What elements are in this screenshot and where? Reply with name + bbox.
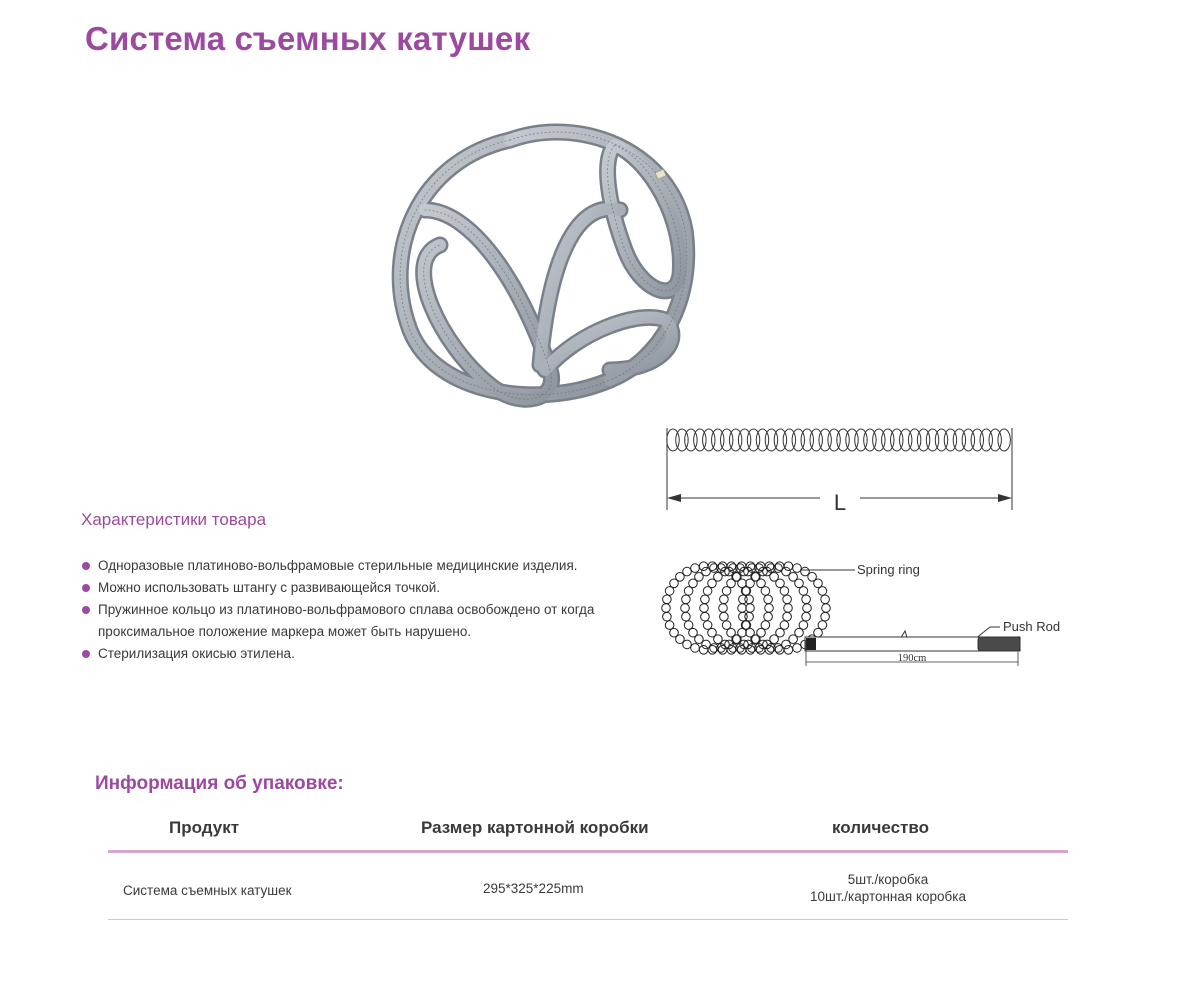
- spring-ring-turn: [720, 612, 729, 621]
- feature-item: Можно использовать штангу с развивающейся точкой.: [81, 577, 641, 599]
- bullet-icon: [82, 562, 90, 570]
- spring-ring-turn: [683, 567, 692, 576]
- spring-ring-turn: [701, 595, 710, 604]
- packaging-table: [108, 810, 1068, 920]
- spring-ring-turn: [737, 562, 746, 571]
- spring-ring-turn: [682, 595, 691, 604]
- packaging-heading: Информация об упаковке:: [95, 773, 344, 794]
- rod-length-label: 190cm: [897, 653, 927, 664]
- spring-ring-turn: [703, 621, 712, 630]
- spring-ring-turn: [822, 604, 831, 613]
- spring-ring-turn: [701, 612, 710, 621]
- spring-ring-turn: [783, 595, 792, 604]
- spring-ring-turn: [682, 612, 691, 621]
- spring-ring-turn: [764, 612, 773, 621]
- feature-item: Стерилизация окисью этилена.: [81, 643, 641, 665]
- spring-ring-turn: [803, 604, 812, 613]
- spring-ring-turn: [775, 646, 784, 655]
- cell-product: Система съемных катушек: [123, 883, 292, 898]
- bullet-icon: [82, 606, 90, 614]
- spring-ring-turn: [802, 612, 811, 621]
- spring-ring-turn: [719, 604, 728, 613]
- straight-coil-diagram: [655, 418, 1025, 518]
- spring-ring-turn: [691, 564, 700, 573]
- features-list: [81, 555, 641, 665]
- spring-ring-turn: [821, 612, 830, 621]
- spring-ring-turn: [702, 567, 711, 576]
- spring-ring-turn: [783, 612, 792, 621]
- spring-ring-turn: [738, 604, 747, 613]
- spring-ring-turn: [739, 595, 748, 604]
- spring-ring-turn: [665, 621, 674, 630]
- spring-ring-turn: [681, 604, 690, 613]
- cell-box-size: 295*325*225mm: [483, 881, 584, 896]
- cell-quantity: [788, 871, 988, 905]
- spring-ring-turn: [764, 595, 773, 604]
- spring-ring-turn: [684, 621, 693, 630]
- column-header-quantity: количество: [832, 818, 929, 837]
- spring-ring-turn: [699, 562, 708, 571]
- table-row: [108, 853, 1068, 919]
- spring-ring-turn: [775, 562, 784, 571]
- coil-loop: [998, 429, 1010, 451]
- spring-ring-turn: [793, 644, 802, 653]
- features-heading: Характеристики товара: [81, 510, 267, 529]
- spring-ring-turn: [784, 646, 793, 655]
- spring-ring-turn: [780, 587, 789, 596]
- spring-ring-turn: [761, 587, 770, 596]
- quantity-line: 5шт./коробка: [847, 872, 929, 887]
- coil-ball-illustration: [380, 100, 710, 420]
- spring-ring-turn: [765, 604, 774, 613]
- spring-ring-turn: [739, 612, 748, 621]
- spring-ring-turn: [818, 587, 827, 596]
- spring-ring-turn: [663, 595, 672, 604]
- spring-ring-turn: [662, 604, 671, 613]
- spring-ring-turn: [802, 595, 811, 604]
- spring-ring-turn: [663, 612, 672, 621]
- spring-ring-turn: [799, 587, 808, 596]
- coil-system-diagram: [660, 548, 1080, 673]
- quantity-line: 10шт./картонная коробка: [809, 889, 966, 904]
- spring-ring-turn: [746, 604, 755, 613]
- spring-ring-turn: [784, 604, 793, 613]
- spring-ring-turn: [784, 562, 793, 571]
- bullet-icon: [82, 650, 90, 658]
- feature-item: Одноразовые платиново-вольфрамовые стерильные медицинские изделия.: [81, 555, 641, 577]
- spring-ring-turn: [718, 646, 727, 655]
- spring-ring-turn: [720, 595, 729, 604]
- table-header-row: [108, 810, 1068, 850]
- spring-ring-turn: [700, 604, 709, 613]
- page-title: Система съемных катушек: [85, 20, 531, 57]
- spring-ring-turn: [699, 646, 708, 655]
- column-header-box-size: Размер картонной коробки: [421, 818, 649, 837]
- spring-ring-turn: [756, 562, 765, 571]
- spring-ring-turn: [722, 621, 731, 630]
- spring-ring-turn: [718, 562, 727, 571]
- spring-ring-turn: [737, 646, 746, 655]
- spring-ring-turn: [691, 644, 700, 653]
- table-bottom-rule: [108, 919, 1068, 920]
- spring-ring-turn: [756, 646, 765, 655]
- bullet-icon: [82, 584, 90, 592]
- feature-item: Пружинное кольцо из платиново-вольфрамового сплава освобождено от когда проксимальное положение маркера может быть нарушено.: [81, 599, 641, 643]
- column-header-product: Продукт: [169, 818, 240, 837]
- push-rod-label: Push Rod: [1003, 619, 1061, 634]
- spring-ring-label: Spring ring: [857, 562, 920, 577]
- spring-ring-turn: [793, 564, 802, 573]
- spring-ring-turn: [821, 595, 830, 604]
- length-l-label: L: [833, 490, 847, 515]
